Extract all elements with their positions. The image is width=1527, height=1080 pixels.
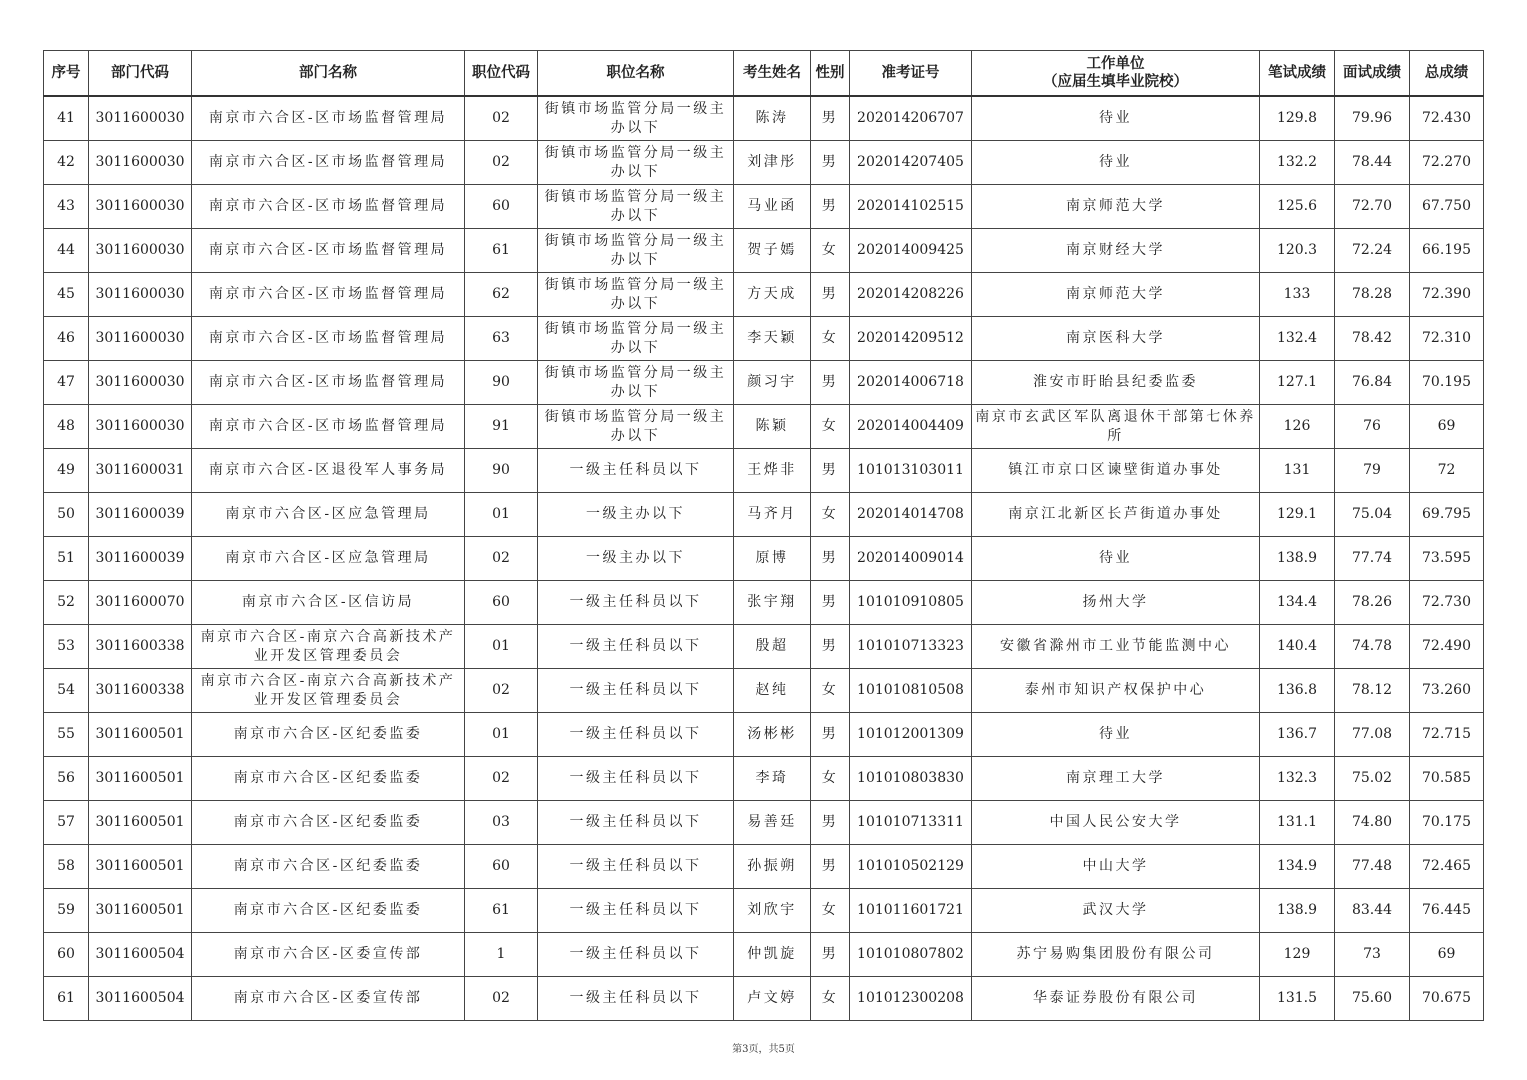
col-header-dept-name: 部门名称 <box>192 51 465 97</box>
table-row <box>44 361 1484 405</box>
cell-pos-code: 01 <box>465 713 538 757</box>
cell-gender: 女 <box>811 977 850 1021</box>
cell-work: 南京市玄武区军队离退休干部第七休养所 <box>972 405 1260 449</box>
cell-total: 70.195 <box>1410 361 1484 405</box>
cell-dept-name: 南京市六合区-区市场监督管理局 <box>192 273 465 317</box>
col-header-gender: 性别 <box>811 51 850 97</box>
cell-work: 淮安市盱眙县纪委监委 <box>972 361 1260 405</box>
cell-pos-code: 02 <box>465 537 538 581</box>
cell-dept-code: 3011600501 <box>89 713 192 757</box>
cell-name: 刘欣宇 <box>734 889 811 933</box>
cell-exam-no: 202014009425 <box>850 229 972 273</box>
cell-dept-name: 南京市六合区-区委宣传部 <box>192 977 465 1021</box>
cell-dept-code: 3011600338 <box>89 669 192 713</box>
cell-name: 王烨非 <box>734 449 811 493</box>
cell-gender: 女 <box>811 317 850 361</box>
cell-name: 李天颖 <box>734 317 811 361</box>
cell-dept-name: 南京市六合区-区市场监督管理局 <box>192 361 465 405</box>
table-row <box>44 405 1484 449</box>
cell-name: 赵纯 <box>734 669 811 713</box>
cell-gender: 男 <box>811 449 850 493</box>
cell-interview: 78.26 <box>1335 581 1410 625</box>
table-row <box>44 537 1484 581</box>
table-row <box>44 757 1484 801</box>
cell-total: 76.445 <box>1410 889 1484 933</box>
cell-interview: 74.80 <box>1335 801 1410 845</box>
cell-gender: 男 <box>811 801 850 845</box>
cell-pos-code: 02 <box>465 977 538 1021</box>
cell-pos-code: 01 <box>465 625 538 669</box>
cell-no: 41 <box>44 96 89 141</box>
cell-no: 53 <box>44 625 89 669</box>
cell-dept-name: 南京市六合区-区信访局 <box>192 581 465 625</box>
cell-total: 70.175 <box>1410 801 1484 845</box>
col-header-total: 总成绩 <box>1410 51 1484 97</box>
col-header-pos-code: 职位代码 <box>465 51 538 97</box>
cell-pos-name: 一级主任科员以下 <box>538 713 734 757</box>
cell-pos-code: 60 <box>465 185 538 229</box>
cell-name: 马业函 <box>734 185 811 229</box>
cell-interview: 78.12 <box>1335 669 1410 713</box>
cell-pos-code: 63 <box>465 317 538 361</box>
cell-no: 43 <box>44 185 89 229</box>
cell-no: 42 <box>44 141 89 185</box>
cell-no: 55 <box>44 713 89 757</box>
cell-written: 129 <box>1260 933 1335 977</box>
cell-dept-code: 3011600501 <box>89 845 192 889</box>
cell-pos-code: 61 <box>465 889 538 933</box>
cell-pos-code: 62 <box>465 273 538 317</box>
cell-name: 颜习宇 <box>734 361 811 405</box>
col-header-work <box>972 51 1260 97</box>
cell-work: 南京财经大学 <box>972 229 1260 273</box>
cell-gender: 男 <box>811 96 850 141</box>
table-row <box>44 669 1484 713</box>
cell-written: 134.4 <box>1260 581 1335 625</box>
cell-name: 陈颖 <box>734 405 811 449</box>
col-header-pos-name: 职位名称 <box>538 51 734 97</box>
cell-written: 129.8 <box>1260 96 1335 141</box>
cell-pos-name: 街镇市场监管分局一级主办以下 <box>538 361 734 405</box>
table-row <box>44 713 1484 757</box>
cell-written: 126 <box>1260 405 1335 449</box>
cell-exam-no: 202014209512 <box>850 317 972 361</box>
cell-no: 46 <box>44 317 89 361</box>
table-row <box>44 801 1484 845</box>
cell-name: 卢文婷 <box>734 977 811 1021</box>
cell-pos-code: 1 <box>465 933 538 977</box>
cell-pos-name: 一级主任科员以下 <box>538 845 734 889</box>
cell-dept-name: 南京市六合区-区市场监督管理局 <box>192 229 465 273</box>
cell-name: 张宇翔 <box>734 581 811 625</box>
cell-total: 72.390 <box>1410 273 1484 317</box>
cell-exam-no: 101010910805 <box>850 581 972 625</box>
cell-work: 待业 <box>972 96 1260 141</box>
cell-work: 中国人民公安大学 <box>972 801 1260 845</box>
cell-no: 56 <box>44 757 89 801</box>
cell-work: 泰州市知识产权保护中心 <box>972 669 1260 713</box>
cell-work: 华泰证券股份有限公司 <box>972 977 1260 1021</box>
cell-exam-no: 202014014708 <box>850 493 972 537</box>
cell-pos-code: 02 <box>465 757 538 801</box>
cell-dept-name: 南京市六合区-区市场监督管理局 <box>192 405 465 449</box>
cell-total: 73.595 <box>1410 537 1484 581</box>
cell-name: 汤彬彬 <box>734 713 811 757</box>
cell-pos-name: 一级主任科员以下 <box>538 581 734 625</box>
cell-gender: 男 <box>811 933 850 977</box>
cell-total: 72.490 <box>1410 625 1484 669</box>
cell-no: 58 <box>44 845 89 889</box>
cell-gender: 男 <box>811 361 850 405</box>
cell-dept-name: 南京市六合区-区退役军人事务局 <box>192 449 465 493</box>
cell-gender: 女 <box>811 889 850 933</box>
cell-gender: 女 <box>811 757 850 801</box>
table-row <box>44 229 1484 273</box>
cell-gender: 男 <box>811 537 850 581</box>
cell-pos-name: 街镇市场监管分局一级主办以下 <box>538 273 734 317</box>
cell-dept-name: 南京市六合区-区应急管理局 <box>192 493 465 537</box>
cell-total: 72.430 <box>1410 96 1484 141</box>
cell-work: 安徽省滁州市工业节能监测中心 <box>972 625 1260 669</box>
cell-written: 140.4 <box>1260 625 1335 669</box>
cell-work: 扬州大学 <box>972 581 1260 625</box>
cell-name: 孙振朔 <box>734 845 811 889</box>
cell-interview: 78.44 <box>1335 141 1410 185</box>
cell-dept-name: 南京市六合区-区纪委监委 <box>192 801 465 845</box>
cell-dept-code: 3011600030 <box>89 229 192 273</box>
cell-interview: 72.24 <box>1335 229 1410 273</box>
cell-dept-code: 3011600030 <box>89 317 192 361</box>
cell-written: 136.7 <box>1260 713 1335 757</box>
cell-written: 133 <box>1260 273 1335 317</box>
table-row <box>44 141 1484 185</box>
header-row <box>44 51 1484 97</box>
cell-interview: 76 <box>1335 405 1410 449</box>
cell-name: 方天成 <box>734 273 811 317</box>
cell-exam-no: 101010713323 <box>850 625 972 669</box>
col-header-dept-code: 部门代码 <box>89 51 192 97</box>
table-row <box>44 977 1484 1021</box>
cell-total: 72.730 <box>1410 581 1484 625</box>
cell-pos-code: 60 <box>465 845 538 889</box>
cell-work: 南京江北新区长芦街道办事处 <box>972 493 1260 537</box>
cell-work: 苏宁易购集团股份有限公司 <box>972 933 1260 977</box>
cell-total: 66.195 <box>1410 229 1484 273</box>
cell-dept-name: 南京市六合区-区纪委监委 <box>192 889 465 933</box>
cell-dept-name: 南京市六合区-南京六合高新技术产业开发区管理委员会 <box>192 669 465 713</box>
cell-dept-code: 3011600030 <box>89 361 192 405</box>
cell-pos-name: 一级主任科员以下 <box>538 801 734 845</box>
cell-interview: 75.02 <box>1335 757 1410 801</box>
cell-total: 72.310 <box>1410 317 1484 361</box>
cell-pos-name: 一级主任科员以下 <box>538 757 734 801</box>
table-row <box>44 889 1484 933</box>
col-header-interview: 面试成绩 <box>1335 51 1410 97</box>
cell-written: 132.3 <box>1260 757 1335 801</box>
table-row <box>44 625 1484 669</box>
cell-dept-code: 3011600501 <box>89 889 192 933</box>
cell-pos-code: 03 <box>465 801 538 845</box>
cell-exam-no: 202014009014 <box>850 537 972 581</box>
cell-gender: 男 <box>811 273 850 317</box>
cell-exam-no: 202014207405 <box>850 141 972 185</box>
cell-exam-no: 202014208226 <box>850 273 972 317</box>
cell-gender: 女 <box>811 229 850 273</box>
cell-total: 73.260 <box>1410 669 1484 713</box>
table-row <box>44 96 1484 141</box>
cell-interview: 78.42 <box>1335 317 1410 361</box>
cell-dept-code: 3011600030 <box>89 273 192 317</box>
cell-pos-name: 街镇市场监管分局一级主办以下 <box>538 141 734 185</box>
cell-pos-name: 一级主任科员以下 <box>538 669 734 713</box>
cell-dept-code: 3011600039 <box>89 493 192 537</box>
cell-no: 49 <box>44 449 89 493</box>
cell-written: 138.9 <box>1260 537 1335 581</box>
cell-name: 刘津彤 <box>734 141 811 185</box>
cell-dept-name: 南京市六合区-区纪委监委 <box>192 845 465 889</box>
col-header-exam-no: 准考证号 <box>850 51 972 97</box>
cell-exam-no: 101010807802 <box>850 933 972 977</box>
cell-no: 54 <box>44 669 89 713</box>
cell-no: 48 <box>44 405 89 449</box>
cell-dept-name: 南京市六合区-南京六合高新技术产业开发区管理委员会 <box>192 625 465 669</box>
cell-dept-name: 南京市六合区-区市场监督管理局 <box>192 317 465 361</box>
cell-no: 61 <box>44 977 89 1021</box>
score-table <box>43 50 1484 1021</box>
cell-exam-no: 101013103011 <box>850 449 972 493</box>
cell-name: 贺子嫣 <box>734 229 811 273</box>
table-row <box>44 581 1484 625</box>
cell-pos-name: 一级主任科员以下 <box>538 889 734 933</box>
cell-pos-name: 一级主办以下 <box>538 493 734 537</box>
cell-pos-name: 街镇市场监管分局一级主办以下 <box>538 229 734 273</box>
cell-interview: 75.04 <box>1335 493 1410 537</box>
cell-no: 44 <box>44 229 89 273</box>
cell-interview: 77.08 <box>1335 713 1410 757</box>
cell-no: 47 <box>44 361 89 405</box>
cell-work: 待业 <box>972 537 1260 581</box>
cell-dept-name: 南京市六合区-区市场监督管理局 <box>192 96 465 141</box>
cell-total: 69 <box>1410 933 1484 977</box>
cell-written: 131 <box>1260 449 1335 493</box>
cell-exam-no: 101010810508 <box>850 669 972 713</box>
cell-dept-code: 3011600030 <box>89 96 192 141</box>
cell-exam-no: 101010803830 <box>850 757 972 801</box>
cell-exam-no: 202014102515 <box>850 185 972 229</box>
cell-work: 武汉大学 <box>972 889 1260 933</box>
table-row <box>44 185 1484 229</box>
cell-dept-code: 3011600031 <box>89 449 192 493</box>
cell-exam-no: 101010502129 <box>850 845 972 889</box>
table-row <box>44 449 1484 493</box>
cell-gender: 男 <box>811 581 850 625</box>
cell-no: 60 <box>44 933 89 977</box>
cell-no: 52 <box>44 581 89 625</box>
cell-dept-code: 3011600030 <box>89 405 192 449</box>
cell-pos-code: 61 <box>465 229 538 273</box>
cell-pos-code: 02 <box>465 141 538 185</box>
cell-pos-name: 街镇市场监管分局一级主办以下 <box>538 185 734 229</box>
table-row <box>44 845 1484 889</box>
cell-dept-code: 3011600504 <box>89 933 192 977</box>
cell-work: 镇江市京口区谏壁街道办事处 <box>972 449 1260 493</box>
cell-pos-code: 02 <box>465 96 538 141</box>
cell-interview: 78.28 <box>1335 273 1410 317</box>
cell-gender: 男 <box>811 713 850 757</box>
cell-interview: 73 <box>1335 933 1410 977</box>
cell-written: 131.5 <box>1260 977 1335 1021</box>
cell-name: 李琦 <box>734 757 811 801</box>
cell-name: 陈涛 <box>734 96 811 141</box>
cell-exam-no: 101012001309 <box>850 713 972 757</box>
cell-total: 67.750 <box>1410 185 1484 229</box>
cell-pos-name: 一级主任科员以下 <box>538 449 734 493</box>
table-row <box>44 317 1484 361</box>
cell-written: 127.1 <box>1260 361 1335 405</box>
cell-no: 59 <box>44 889 89 933</box>
cell-total: 69 <box>1410 405 1484 449</box>
cell-dept-code: 3011600501 <box>89 757 192 801</box>
cell-exam-no: 202014006718 <box>850 361 972 405</box>
cell-interview: 72.70 <box>1335 185 1410 229</box>
cell-dept-name: 南京市六合区-区市场监督管理局 <box>192 141 465 185</box>
cell-gender: 男 <box>811 185 850 229</box>
cell-exam-no: 101010713311 <box>850 801 972 845</box>
cell-pos-code: 90 <box>465 449 538 493</box>
col-header-work-line2: （应届生填毕业院校） <box>1043 74 1188 90</box>
cell-exam-no: 101011601721 <box>850 889 972 933</box>
cell-dept-code: 3011600070 <box>89 581 192 625</box>
cell-pos-code: 01 <box>465 493 538 537</box>
cell-dept-code: 3011600504 <box>89 977 192 1021</box>
cell-exam-no: 202014206707 <box>850 96 972 141</box>
cell-written: 125.6 <box>1260 185 1335 229</box>
cell-total: 72 <box>1410 449 1484 493</box>
table-row <box>44 493 1484 537</box>
cell-pos-name: 街镇市场监管分局一级主办以下 <box>538 317 734 361</box>
cell-total: 70.675 <box>1410 977 1484 1021</box>
cell-interview: 79 <box>1335 449 1410 493</box>
cell-dept-name: 南京市六合区-区市场监督管理局 <box>192 185 465 229</box>
cell-written: 129.1 <box>1260 493 1335 537</box>
cell-interview: 77.48 <box>1335 845 1410 889</box>
cell-work: 待业 <box>972 141 1260 185</box>
cell-total: 72.270 <box>1410 141 1484 185</box>
cell-written: 131.1 <box>1260 801 1335 845</box>
cell-no: 45 <box>44 273 89 317</box>
cell-name: 原博 <box>734 537 811 581</box>
col-header-written: 笔试成绩 <box>1260 51 1335 97</box>
cell-total: 70.585 <box>1410 757 1484 801</box>
cell-written: 134.9 <box>1260 845 1335 889</box>
cell-work: 南京理工大学 <box>972 757 1260 801</box>
cell-interview: 75.60 <box>1335 977 1410 1021</box>
cell-interview: 76.84 <box>1335 361 1410 405</box>
cell-gender: 男 <box>811 141 850 185</box>
cell-name: 仲凯旋 <box>734 933 811 977</box>
cell-interview: 74.78 <box>1335 625 1410 669</box>
cell-interview: 79.96 <box>1335 96 1410 141</box>
cell-dept-name: 南京市六合区-区纪委监委 <box>192 713 465 757</box>
cell-dept-name: 南京市六合区-区委宣传部 <box>192 933 465 977</box>
cell-gender: 女 <box>811 405 850 449</box>
cell-dept-code: 3011600501 <box>89 801 192 845</box>
cell-dept-name: 南京市六合区-区应急管理局 <box>192 537 465 581</box>
col-header-work-line1: 工作单位 <box>1086 56 1145 72</box>
col-header-no: 序号 <box>44 51 89 97</box>
cell-written: 136.8 <box>1260 669 1335 713</box>
cell-pos-name: 一级主任科员以下 <box>538 977 734 1021</box>
cell-pos-name: 街镇市场监管分局一级主办以下 <box>538 405 734 449</box>
cell-no: 50 <box>44 493 89 537</box>
cell-pos-name: 一级主任科员以下 <box>538 933 734 977</box>
cell-pos-name: 街镇市场监管分局一级主办以下 <box>538 96 734 141</box>
cell-work: 南京师范大学 <box>972 185 1260 229</box>
cell-gender: 男 <box>811 625 850 669</box>
cell-dept-code: 3011600338 <box>89 625 192 669</box>
cell-pos-code: 60 <box>465 581 538 625</box>
cell-no: 57 <box>44 801 89 845</box>
cell-written: 120.3 <box>1260 229 1335 273</box>
cell-total: 69.795 <box>1410 493 1484 537</box>
page-footer: 第3页，共5页 <box>732 1044 795 1055</box>
cell-gender: 女 <box>811 493 850 537</box>
cell-work: 南京师范大学 <box>972 273 1260 317</box>
cell-exam-no: 101012300208 <box>850 977 972 1021</box>
cell-written: 132.4 <box>1260 317 1335 361</box>
cell-pos-name: 一级主任科员以下 <box>538 625 734 669</box>
cell-written: 138.9 <box>1260 889 1335 933</box>
cell-dept-code: 3011600030 <box>89 141 192 185</box>
table-row <box>44 933 1484 977</box>
cell-name: 易善廷 <box>734 801 811 845</box>
cell-name: 马齐月 <box>734 493 811 537</box>
cell-pos-code: 91 <box>465 405 538 449</box>
cell-gender: 女 <box>811 669 850 713</box>
table-row <box>44 273 1484 317</box>
cell-interview: 77.74 <box>1335 537 1410 581</box>
cell-name: 殷超 <box>734 625 811 669</box>
cell-pos-code: 90 <box>465 361 538 405</box>
cell-dept-code: 3011600030 <box>89 185 192 229</box>
cell-pos-code: 02 <box>465 669 538 713</box>
cell-written: 132.2 <box>1260 141 1335 185</box>
cell-interview: 83.44 <box>1335 889 1410 933</box>
cell-no: 51 <box>44 537 89 581</box>
cell-work: 南京医科大学 <box>972 317 1260 361</box>
cell-pos-name: 一级主办以下 <box>538 537 734 581</box>
cell-work: 中山大学 <box>972 845 1260 889</box>
cell-total: 72.465 <box>1410 845 1484 889</box>
col-header-name: 考生姓名 <box>734 51 811 97</box>
cell-gender: 男 <box>811 845 850 889</box>
cell-dept-code: 3011600039 <box>89 537 192 581</box>
cell-work: 待业 <box>972 713 1260 757</box>
cell-total: 72.715 <box>1410 713 1484 757</box>
cell-exam-no: 202014004409 <box>850 405 972 449</box>
cell-dept-name: 南京市六合区-区纪委监委 <box>192 757 465 801</box>
